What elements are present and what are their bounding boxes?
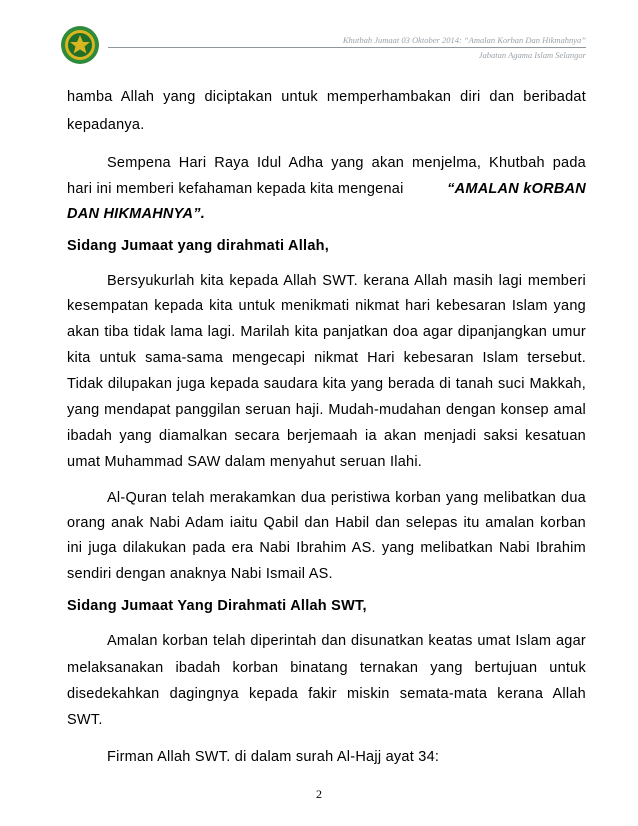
body-line: Sempena Hari Raya Idul Adha yang akan menjelma, Khutbah pada <box>107 155 586 171</box>
body-line: Tidak dilupakan juga kepada saudara kita yang berada di tanah suci Makkah, <box>67 376 586 392</box>
header-subtitle: Jabatan Agama Islam Selangor <box>478 50 586 60</box>
page-number: 2 <box>316 787 322 801</box>
jais-emblem-icon <box>60 25 100 65</box>
body-line: akan tiba tidak lama lagi. Marilah kita panjatkan doa agar dipanjangkan umur <box>67 324 586 340</box>
body-line: ini juga dilakukan pada era Nabi Ibrahim AS. yang melibatkan Nabi Ibrahim <box>67 540 586 556</box>
body-line-emphasis: DAN HIKMAHNYA”. <box>67 206 206 222</box>
body-line: orang anak Nabi Adam iaitu Qabil dan Habil dan selepas itu amalan korban <box>67 515 586 531</box>
body-line: hamba Allah yang diciptakan untuk memperhambakan diri dan beribadat <box>67 89 586 105</box>
body-line: umat Muhammad SAW dalam menyahut seruan Ilahi. <box>67 454 423 470</box>
body-line: yang mendapat panggilan seruan haji. Mudah-mudahan dengan konsep amal <box>67 402 586 418</box>
header-title: Khutbah Jumaat 03 Oktober 2014: “Amalan Korban Dan Hikmahnya” <box>342 35 586 45</box>
body-line: melaksanakan ibadah korban binatang ternakan yang bertujuan untuk <box>67 660 586 676</box>
body-line: kita untuk sama-sama mengecapi nikmat Hari kebesaran Islam tersebut. <box>67 350 586 366</box>
body-line: Al-Quran telah merakamkan dua peristiwa korban yang melibatkan dua <box>107 490 586 506</box>
body-line: Amalan korban telah diperintah dan disunatkan keatas umat Islam agar <box>107 633 586 649</box>
body-line: Firman Allah SWT. di dalam surah Al-Hajj ayat 34: <box>107 749 440 765</box>
body-line: ibadah yang diamalkan secara berjemaah ia akan menjadi saksi kesatuan <box>67 428 586 444</box>
emblem-graphic <box>60 25 100 65</box>
section-heading: Sidang Jumaat Yang Dirahmati Allah SWT, <box>67 598 367 614</box>
body-line-emphasis: “AMALAN kORBAN <box>447 181 586 197</box>
body-line: Bersyukurlah kita kepada Allah SWT. kerana Allah masih lagi memberi <box>107 273 586 289</box>
body-line: kepadanya. <box>67 117 145 133</box>
body-line: SWT. <box>67 712 103 728</box>
section-heading: Sidang Jumaat yang dirahmati Allah, <box>67 238 330 254</box>
body-line: disedekahkan dagingnya kepada fakir miskin semata-mata kerana Allah <box>67 686 586 702</box>
body-line: kesempatan kepada kita untuk menikmati nikmat hari kebesaran Islam yang <box>67 298 586 314</box>
header-rule <box>108 47 586 48</box>
body-line: sendiri dengan anaknya Nabi Ismail AS. <box>67 566 333 582</box>
body-line: hari ini memberi kefahaman kepada kita mengenai <box>67 181 404 197</box>
